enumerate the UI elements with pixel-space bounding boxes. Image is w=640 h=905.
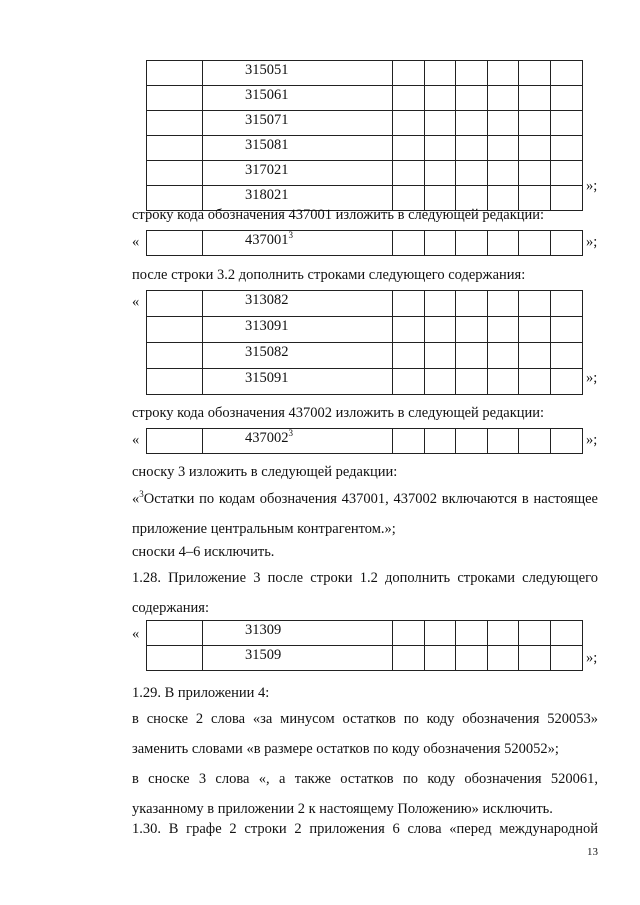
footnote-paragraph: «$^3$Остатки по кодам обозначения 437001, 437002 включаются в настоящее приложение центральным контрагентом.»; bbox=[132, 489, 598, 537]
text-line: строку кода обозначения 437001 изложить в следующей редакции: bbox=[132, 207, 545, 223]
closing-quote: »; bbox=[586, 178, 598, 194]
table-row bbox=[147, 369, 583, 395]
table-row bbox=[147, 291, 583, 317]
text-line: 1.29. В приложении 4: bbox=[132, 685, 270, 701]
text-line: после строки 3.2 дополнить строками следующего содержания: bbox=[132, 267, 526, 283]
code-cell: 315071 bbox=[203, 111, 393, 136]
code-cell: 315081 bbox=[203, 136, 393, 161]
codes-table-3 bbox=[146, 290, 583, 395]
code-cell: 313082 bbox=[203, 291, 393, 317]
paragraph-footnote-3: в сноске 3 слова «, а также остатков по коду обозначения 520061, указанному в приложении 2 к настоящему Положению» исключить. bbox=[132, 771, 598, 817]
code-cell: 313091 bbox=[203, 317, 393, 343]
paragraph-1-30: 1.30. В графе 2 строки 2 приложения 6 слова «перед международной bbox=[132, 821, 598, 837]
closing-quote: »; bbox=[586, 650, 598, 666]
table-row bbox=[147, 111, 583, 136]
text-line: строку кода обозначения 437002 изложить в следующей редакции: bbox=[132, 405, 545, 421]
table-row bbox=[147, 86, 583, 111]
paragraph-footnote-2: в сноске 2 слова «за минусом остатков по коду обозначения 520053» заменить словами «в размере остатков по коду обозначения 520052»; bbox=[132, 711, 598, 757]
code-cell: 31509 bbox=[203, 646, 393, 671]
code-cell: 437001$^3$ bbox=[203, 231, 393, 256]
page-number: 13 bbox=[587, 846, 598, 858]
opening-quote: « bbox=[132, 432, 140, 448]
opening-quote: « bbox=[132, 294, 140, 310]
codes-table-1 bbox=[146, 60, 583, 211]
text-line: сноски 4–6 исключить. bbox=[132, 544, 275, 560]
text-line: сноску 3 изложить в следующей редакции: bbox=[132, 464, 398, 480]
table-row bbox=[147, 621, 583, 646]
code-cell: 31309 bbox=[203, 621, 393, 646]
code-cell: 318021 bbox=[203, 186, 393, 211]
closing-quote: »; bbox=[586, 432, 598, 448]
table-row bbox=[147, 429, 583, 454]
closing-quote: »; bbox=[586, 370, 598, 386]
table-row bbox=[147, 231, 583, 256]
opening-quote: « bbox=[132, 234, 140, 250]
codes-table-5 bbox=[146, 620, 583, 671]
opening-quote: « bbox=[132, 626, 140, 642]
table-row bbox=[147, 343, 583, 369]
table-row bbox=[147, 646, 583, 671]
table-row bbox=[147, 61, 583, 86]
code-cell: 315082 bbox=[203, 343, 393, 369]
code-cell: 437002$^3$ bbox=[203, 429, 393, 454]
codes-table-2 bbox=[146, 230, 583, 256]
paragraph-1-28: 1.28. Приложение 3 после строки 1.2 дополнить строками следующего содержания: bbox=[132, 570, 598, 616]
code-cell: 315091 bbox=[203, 369, 393, 395]
code-cell: 315061 bbox=[203, 86, 393, 111]
closing-quote: »; bbox=[586, 234, 598, 250]
codes-table-4 bbox=[146, 428, 583, 454]
table-row bbox=[147, 136, 583, 161]
code-cell: 315051 bbox=[203, 61, 393, 86]
table-row bbox=[147, 161, 583, 186]
code-cell: 317021 bbox=[203, 161, 393, 186]
table-row bbox=[147, 317, 583, 343]
